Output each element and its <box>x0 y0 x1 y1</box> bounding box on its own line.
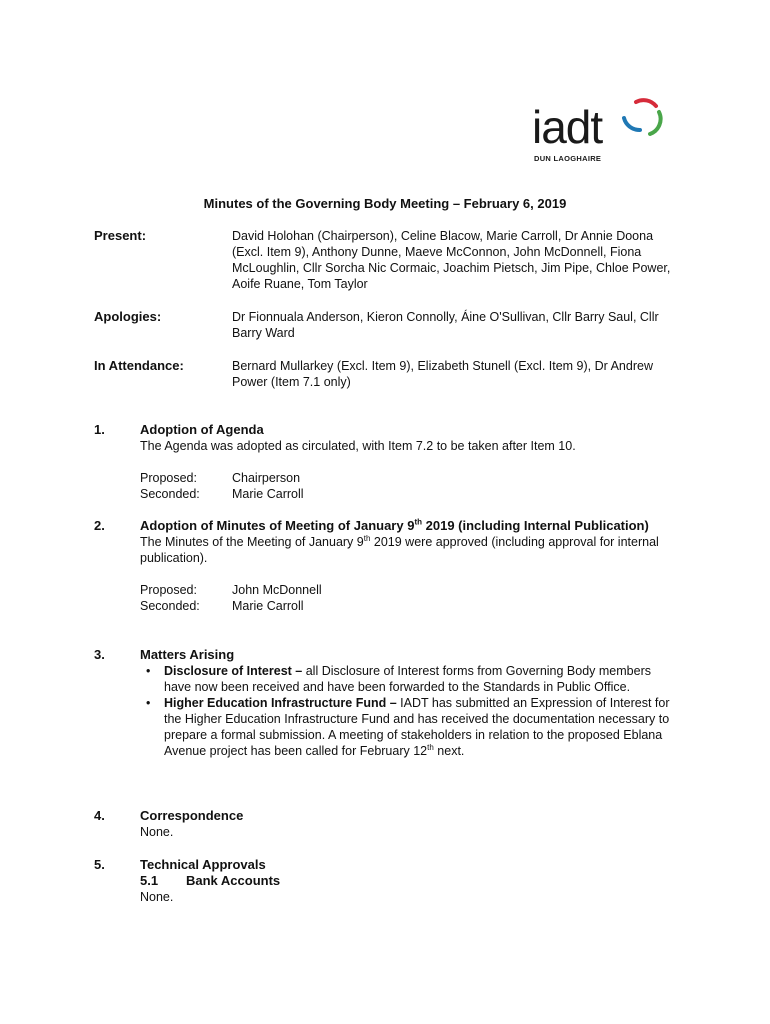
seconded-label: Seconded: <box>140 487 200 501</box>
item-heading: Correspondence <box>140 808 244 823</box>
apologies-list: Dr Fionnuala Anderson, Kieron Connolly, Áine O'Sullivan, Cllr Barry Saul, Cllr Barry Ward <box>232 310 659 340</box>
seconded-value: Marie Carroll <box>232 599 304 613</box>
item-text: The Minutes of the Meeting of January 9th 2019 were approved (including approval for internal publication). <box>140 533 659 565</box>
item-text: None. <box>140 825 174 839</box>
bullet-icon: • <box>146 664 151 678</box>
sub-heading: 5.1 Bank Accounts <box>140 873 281 888</box>
present-list: David Holohan (Chairperson), Celine Blacow, Marie Carroll, Dr Annie Doona (Excl. Item 9), Anthony Dunne, Maeve McConnon, John McDonnell, Fiona McLoughlin, Cllr Sorcha Nic Cormaic, Joachim Pietsch, Jim Pipe, Chloe Power, Aoife Ruane, Tom Taylor <box>232 229 671 291</box>
page-title: Minutes of the Governing Body Meeting – February 6, 2019 <box>203 196 567 211</box>
attendance-label: In Attendance: <box>94 358 184 373</box>
item-heading: Matters Arising <box>140 647 235 662</box>
proposed-value: Chairperson <box>232 471 301 485</box>
item-heading: Adoption of Minutes of Meeting of January 9th 2019 (including Internal Publication) <box>140 517 649 533</box>
item-number: 3. <box>94 647 105 662</box>
list-item: • Disclosure of Interest – all Disclosure of Interest forms from Governing Body members have now been received and have been forwarded to the Standards in Public Office. <box>146 664 651 694</box>
proposed-label: Proposed: <box>140 471 197 485</box>
item-text: None. <box>140 890 174 904</box>
attendance-list: Bernard Mullarkey (Excl. Item 9), Elizabeth Stunell (Excl. Item 9), Dr Andrew Power (Item 7.1 only) <box>232 359 653 389</box>
item-heading: Technical Approvals <box>140 857 266 872</box>
logo-swirl-icon <box>616 94 664 142</box>
proposed-value: John McDonnell <box>232 583 322 597</box>
item-number: 5. <box>94 857 105 872</box>
item-number: 4. <box>94 808 105 823</box>
list-item: • Higher Education Infrastructure Fund – IADT has submitted an Expression of Interest for the Higher Education Infrastructure Fund and has received the documentation necessary to prepare a formal submission. A meeting of stakeholders in relation to the proposed Eblana Avenue project has been called for February 12th next. <box>146 696 670 758</box>
item-number: 1. <box>94 422 105 437</box>
apologies-label: Apologies: <box>94 309 162 324</box>
logo-subtitle: DUN LAOGHAIRE <box>534 154 602 163</box>
bullet-icon: • <box>146 696 151 710</box>
iadt-logo <box>528 94 668 166</box>
seconded-label: Seconded: <box>140 599 200 613</box>
present-label: Present: <box>94 228 147 243</box>
matters-list <box>140 663 676 759</box>
proposed-label: Proposed: <box>140 583 197 597</box>
logo-wordmark: iadt <box>532 101 603 153</box>
item-number: 2. <box>94 518 105 533</box>
item-heading: Adoption of Agenda <box>140 422 264 437</box>
seconded-value: Marie Carroll <box>232 487 304 501</box>
item-text: The Agenda was adopted as circulated, with Item 7.2 to be taken after Item 10. <box>140 439 576 453</box>
